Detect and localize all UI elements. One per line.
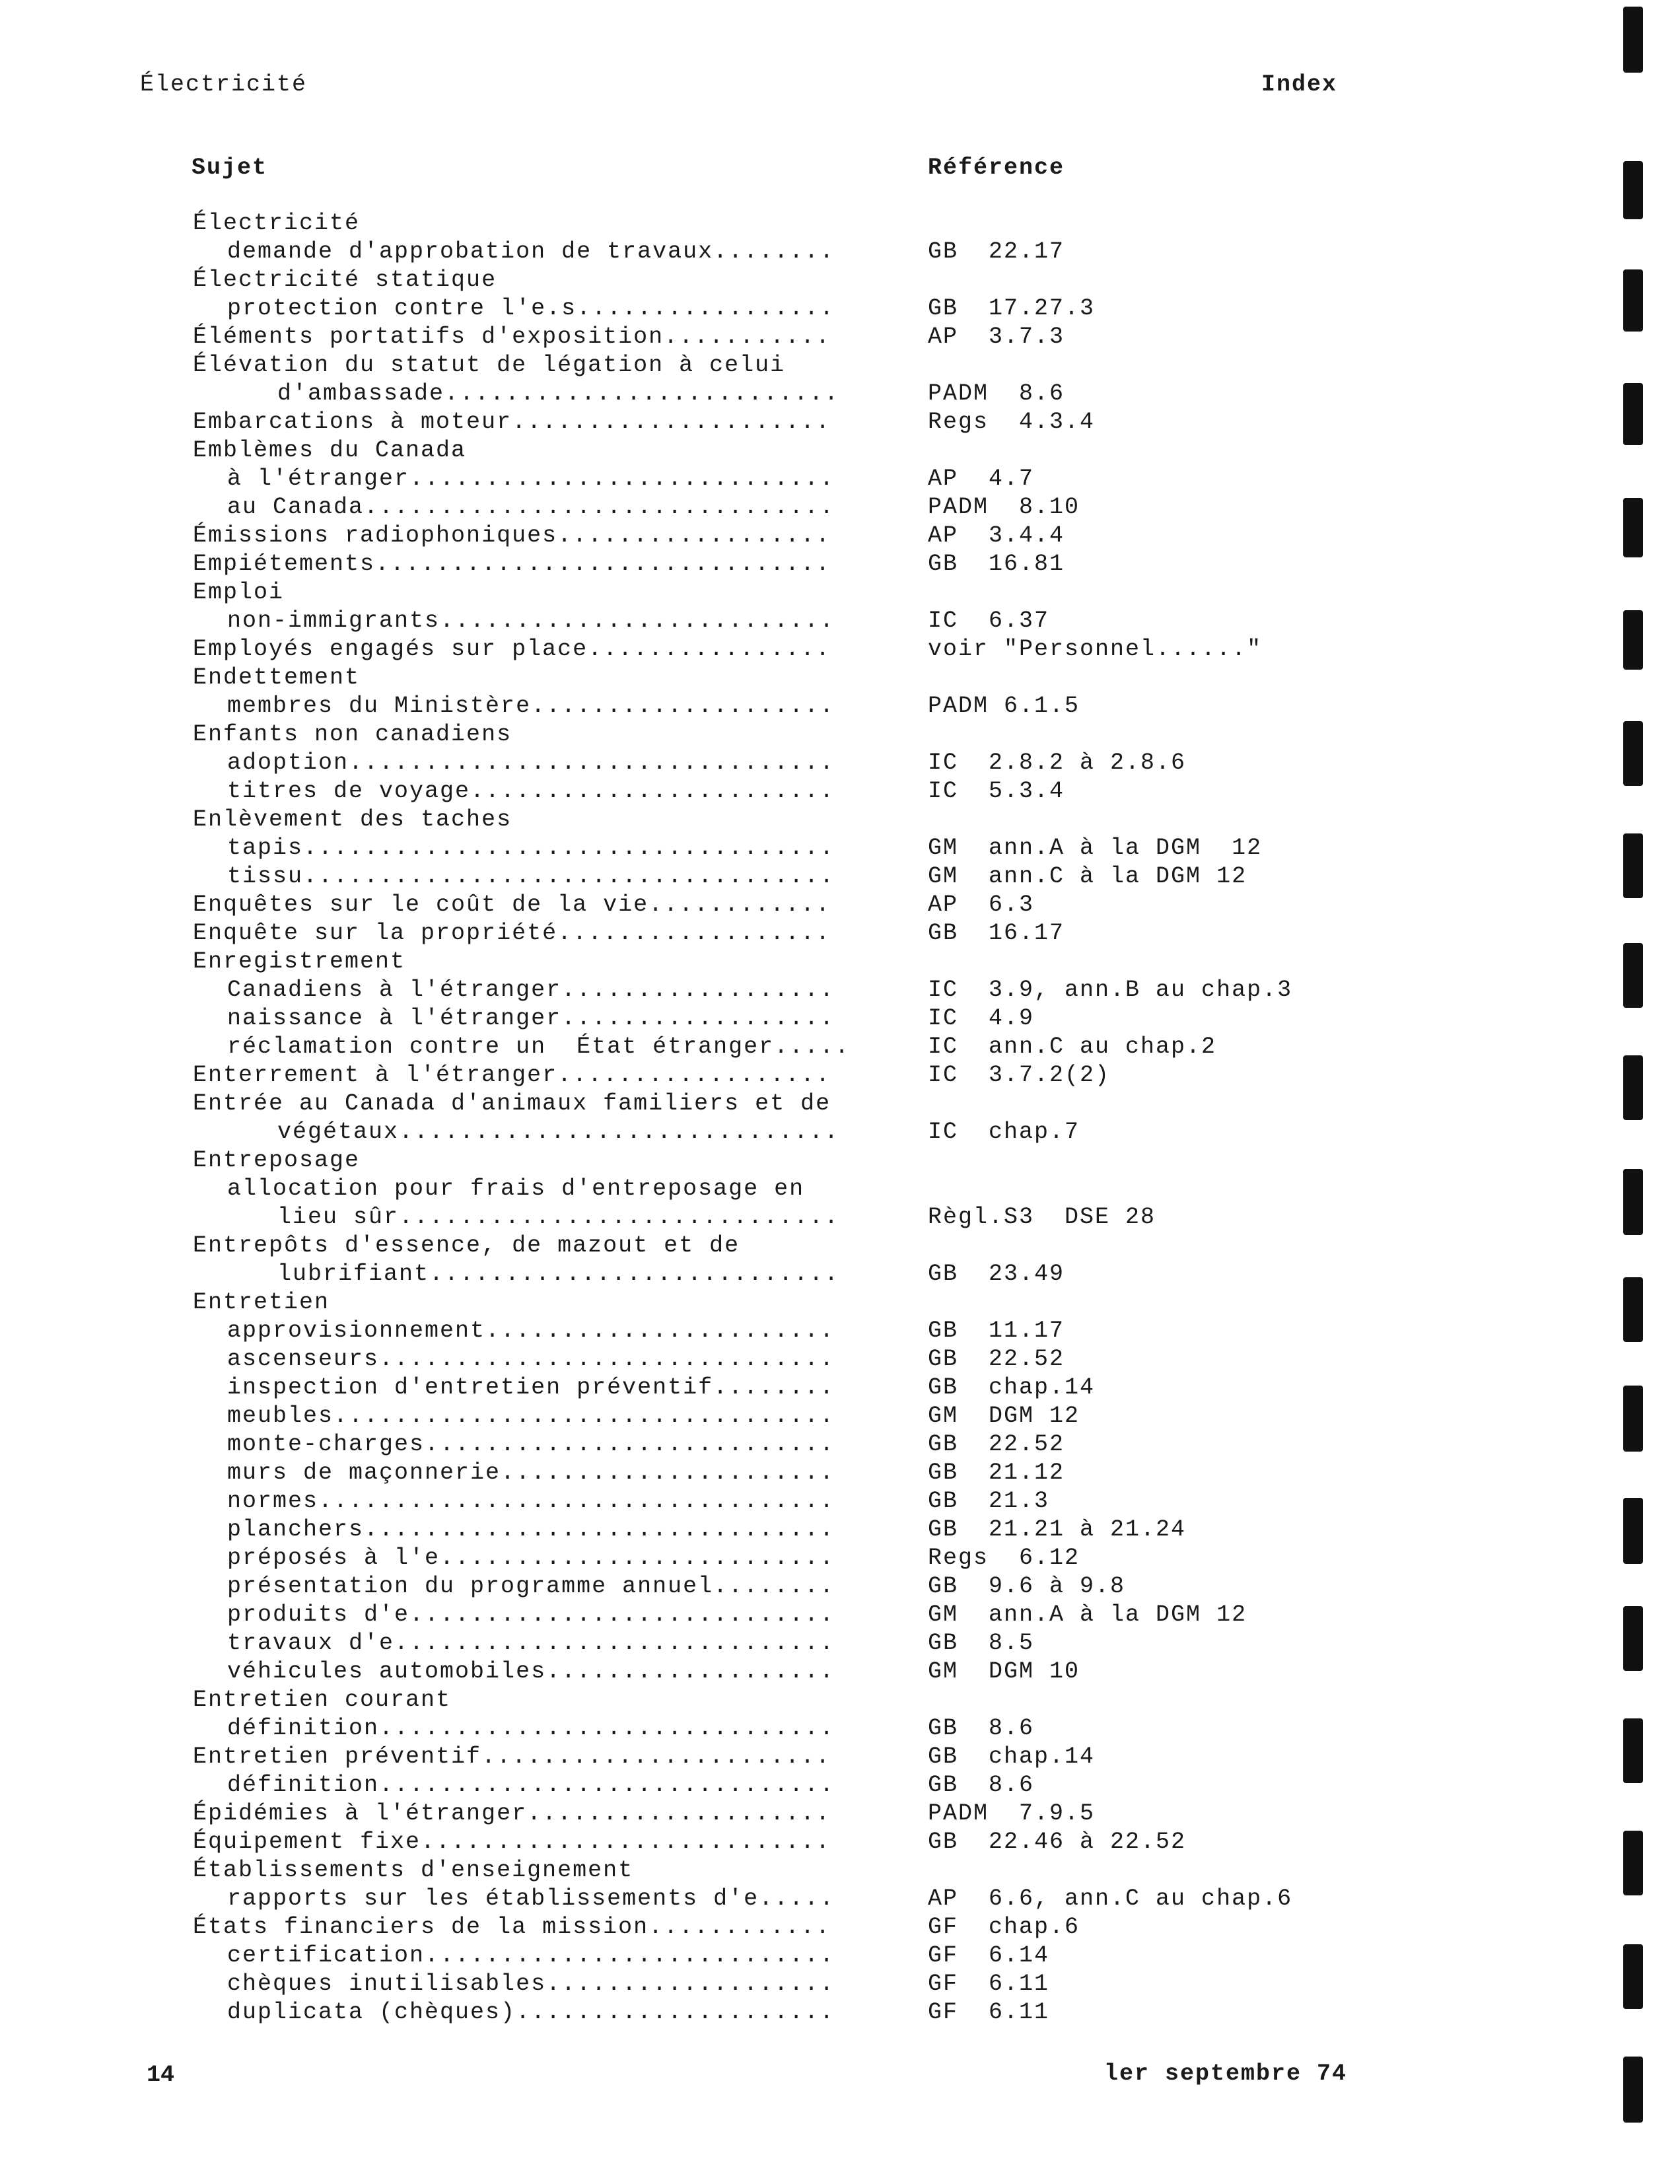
entry-subject: Enfants non canadiens: [193, 721, 512, 748]
index-entry: [0, 778, 1680, 806]
entry-subject: présentation du programme annuel........: [227, 1573, 835, 1600]
entry-subject: inspection d'entretien préventif........: [227, 1374, 835, 1401]
index-entry: [0, 608, 1680, 636]
entry-reference: AP 3.7.3: [928, 324, 1065, 350]
index-entry: [0, 1885, 1680, 1914]
entry-reference: GB 11.17: [928, 1318, 1065, 1344]
index-entry: [0, 693, 1680, 721]
index-entry: [0, 238, 1680, 267]
entry-reference: PADM 8.10: [928, 494, 1080, 520]
entry-subject: Canadiens à l'étranger..................: [227, 977, 835, 1003]
entry-subject: définition..............................: [227, 1715, 835, 1742]
entry-subject: Emploi: [193, 579, 285, 606]
entry-reference: GB 22.17: [928, 238, 1065, 265]
entry-reference: GF chap.6: [928, 1914, 1080, 1940]
index-entry: [0, 1460, 1680, 1488]
column-header-subject: Sujet: [192, 155, 268, 181]
change-bar: [1623, 1277, 1643, 1342]
entry-reference: IC ann.C au chap.2: [928, 1034, 1217, 1060]
entry-subject: Enquête sur la propriété..................: [193, 920, 831, 946]
entry-reference: Regs 6.12: [928, 1545, 1080, 1571]
index-entry: [0, 1346, 1680, 1374]
index-entry: [0, 1545, 1680, 1573]
entry-subject: États financiers de la mission............: [193, 1914, 831, 1940]
entry-reference: GB 21.12: [928, 1460, 1065, 1486]
entry-reference: GM DGM 10: [928, 1658, 1080, 1685]
change-bar: [1623, 1055, 1643, 1120]
index-entry: [0, 948, 1680, 977]
entry-subject: Entreposage: [193, 1147, 361, 1174]
entry-reference: PADM 7.9.5: [928, 1800, 1096, 1827]
entry-subject: ascenseurs..............................: [227, 1346, 835, 1372]
entry-reference: GB 23.49: [928, 1261, 1065, 1287]
entry-subject: approvisionnement.......................: [227, 1318, 835, 1344]
entry-subject: Endettement: [193, 664, 361, 691]
entry-reference: GB 8.6: [928, 1772, 1035, 1798]
entry-reference: GB 22.52: [928, 1346, 1065, 1372]
entry-reference: GB 22.46 à 22.52: [928, 1829, 1187, 1855]
index-entry: [0, 1857, 1680, 1885]
index-entry: [0, 352, 1680, 380]
entry-subject: Élévation du statut de légation à celui: [193, 352, 786, 378]
index-entry: [0, 437, 1680, 466]
change-bar: [1623, 2057, 1643, 2123]
entry-subject: murs de maçonnerie......................: [227, 1460, 835, 1486]
entry-subject: lubrifiant...........................: [277, 1261, 840, 1287]
index-entry: [0, 920, 1680, 948]
entry-subject: Embarcations à moteur.....................: [193, 409, 831, 435]
entry-reference: GB 9.6 à 9.8: [928, 1573, 1126, 1600]
change-bar: [1623, 1386, 1643, 1452]
change-bar: [1623, 610, 1643, 670]
index-entry: [0, 1289, 1680, 1318]
entry-subject: réclamation contre un État étranger.....: [227, 1034, 851, 1060]
index-entry: [0, 1374, 1680, 1403]
change-bar: [1623, 1831, 1643, 1895]
change-bar: [1623, 943, 1643, 1008]
index-entry: [0, 522, 1680, 551]
index-entry: [0, 1176, 1680, 1204]
entry-subject: définition..............................: [227, 1772, 835, 1798]
index-entry: [0, 1914, 1680, 1942]
index-entry: [0, 494, 1680, 522]
entry-subject: demande d'approbation de travaux........: [227, 238, 835, 265]
index-entry: [0, 1658, 1680, 1687]
entry-reference: IC 3.7.2(2): [928, 1062, 1111, 1088]
entry-subject: meubles.................................: [227, 1403, 835, 1429]
page-date: ler septembre 74: [1104, 2061, 1348, 2087]
entry-reference: GB 8.6: [928, 1715, 1035, 1742]
index-entry: [0, 1005, 1680, 1034]
entry-subject: Entretien courant: [193, 1687, 452, 1713]
entry-subject: au Canada...............................: [227, 494, 835, 520]
index-entry: [0, 210, 1680, 238]
change-bar: [1623, 7, 1643, 73]
index-entry: [0, 1602, 1680, 1630]
entry-subject: Émissions radiophoniques..................: [193, 522, 831, 549]
index-label: Index: [1261, 71, 1338, 98]
index-entry: [0, 1488, 1680, 1516]
index-entry: [0, 295, 1680, 324]
index-entry: [0, 1715, 1680, 1744]
entry-subject: lieu sûr.............................: [277, 1204, 840, 1230]
index-entry: [0, 1516, 1680, 1545]
index-entry: [0, 551, 1680, 579]
index-entry: [0, 892, 1680, 920]
entry-reference: IC 4.9: [928, 1005, 1035, 1032]
entry-reference: GM ann.A à la DGM 12: [928, 1602, 1247, 1628]
entry-subject: Électricité statique: [193, 267, 497, 293]
index-entry: [0, 1062, 1680, 1090]
entry-subject: Entretien: [193, 1289, 330, 1316]
section-title: Électricité: [140, 71, 308, 98]
entry-subject: naissance à l'étranger..................: [227, 1005, 835, 1032]
entry-subject: Emblèmes du Canada: [193, 437, 467, 464]
entry-reference: GB 21.3: [928, 1488, 1050, 1514]
change-bar: [1623, 1944, 1643, 2009]
index-entry: [0, 1204, 1680, 1232]
entry-reference: IC chap.7: [928, 1119, 1080, 1145]
entry-reference: GB 16.81: [928, 551, 1065, 577]
entry-reference: Regs 4.3.4: [928, 409, 1096, 435]
entry-reference: IC 2.8.2 à 2.8.6: [928, 750, 1187, 776]
index-entry: [0, 1687, 1680, 1715]
entry-subject: Équipement fixe...........................: [193, 1829, 831, 1855]
entry-subject: Enquêtes sur le coût de la vie............: [193, 892, 831, 918]
index-entry: [0, 1090, 1680, 1119]
index-entry: [0, 1431, 1680, 1460]
index-entry: [0, 579, 1680, 608]
entry-reference: GM ann.A à la DGM 12: [928, 835, 1263, 861]
index-entry: [0, 1800, 1680, 1829]
index-entry: [0, 1119, 1680, 1147]
index-entry: [0, 1971, 1680, 1999]
index-entry: [0, 1999, 1680, 2027]
entry-reference: GF 6.11: [928, 1999, 1050, 2025]
index-entry: [0, 664, 1680, 693]
entry-subject: normes..................................: [227, 1488, 835, 1514]
index-entry: [0, 721, 1680, 750]
entry-reference: GB chap.14: [928, 1374, 1096, 1401]
change-bar: [1623, 498, 1643, 557]
entry-reference: GB chap.14: [928, 1744, 1096, 1770]
index-entry: [0, 1630, 1680, 1658]
entry-reference: GB 22.52: [928, 1431, 1065, 1458]
entry-reference: PADM 6.1.5: [928, 693, 1080, 719]
entry-subject: membres du Ministère....................: [227, 693, 835, 719]
entry-reference: GF 6.11: [928, 1971, 1050, 1997]
change-bar: [1623, 1718, 1643, 1783]
entry-subject: Entrepôts d'essence, de mazout et de: [193, 1232, 740, 1259]
entry-reference: GB 8.5: [928, 1630, 1035, 1656]
index-entry: [0, 1318, 1680, 1346]
entry-subject: à l'étranger............................: [227, 466, 835, 492]
entry-reference: Règl.S3 DSE 28: [928, 1204, 1156, 1230]
entry-subject: Établissements d'enseignement: [193, 1857, 634, 1884]
index-entry: [0, 1829, 1680, 1857]
entry-reference: AP 6.3: [928, 892, 1035, 918]
index-entry: [0, 324, 1680, 352]
entry-subject: monte-charges...........................: [227, 1431, 835, 1458]
index-entry: [0, 466, 1680, 494]
entry-subject: végétaux.............................: [277, 1119, 840, 1145]
entry-subject: produits d'e............................: [227, 1602, 835, 1628]
index-entry: [0, 1261, 1680, 1289]
entry-subject: Éléments portatifs d'exposition...........: [193, 324, 831, 350]
index-entry: [0, 267, 1680, 295]
entry-subject: Épidémies à l'étranger....................: [193, 1800, 831, 1827]
change-bar: [1623, 383, 1643, 445]
entry-reference: AP 4.7: [928, 466, 1035, 492]
page-number: 14: [147, 2062, 175, 2088]
index-entry: [0, 1744, 1680, 1772]
index-entry: [0, 1147, 1680, 1176]
entry-subject: Empiétements..............................: [193, 551, 831, 577]
change-bar: [1623, 721, 1643, 786]
change-bar: [1623, 161, 1643, 219]
index-entry: [0, 380, 1680, 409]
index-entry: [0, 863, 1680, 892]
entry-subject: rapports sur les établissements d'e.....: [227, 1885, 835, 1912]
change-bar: [1623, 1606, 1643, 1671]
entry-subject: non-immigrants..........................: [227, 608, 835, 634]
entry-reference: PADM 8.6: [928, 380, 1065, 407]
entry-reference: voir "Personnel......": [928, 636, 1263, 662]
entry-reference: AP 3.4.4: [928, 522, 1065, 549]
index-entry: [0, 835, 1680, 863]
column-header-reference: Référence: [928, 155, 1065, 181]
index-entry: [0, 1772, 1680, 1800]
change-bar: [1623, 1169, 1643, 1235]
entry-reference: AP 6.6, ann.C au chap.6: [928, 1885, 1293, 1912]
entry-subject: adoption................................: [227, 750, 835, 776]
entry-subject: Entrée au Canada d'animaux familiers et de: [193, 1090, 831, 1117]
entry-subject: certification...........................: [227, 1942, 835, 1969]
change-bar: [1623, 1498, 1643, 1564]
entry-subject: d'ambassade..........................: [277, 380, 840, 407]
entry-reference: IC 6.37: [928, 608, 1050, 634]
index-entry: [0, 1573, 1680, 1602]
entry-subject: allocation pour frais d'entreposage en: [227, 1176, 805, 1202]
entry-subject: Enregistrement: [193, 948, 406, 975]
entry-subject: titres de voyage........................: [227, 778, 835, 804]
entry-subject: planchers...............................: [227, 1516, 835, 1543]
entry-reference: GB 16.17: [928, 920, 1065, 946]
entry-subject: véhicules automobiles...................: [227, 1658, 835, 1685]
entry-reference: GB 17.27.3: [928, 295, 1096, 322]
entry-reference: IC 5.3.4: [928, 778, 1065, 804]
index-entry: [0, 636, 1680, 664]
index-entry: [0, 409, 1680, 437]
entry-reference: IC 3.9, ann.B au chap.3: [928, 977, 1293, 1003]
index-entry: [0, 750, 1680, 778]
index-entry: [0, 1034, 1680, 1062]
entry-subject: protection contre l'e.s.................: [227, 295, 835, 322]
entry-subject: duplicata (chèques).....................: [227, 1999, 835, 2025]
entry-reference: GB 21.21 à 21.24: [928, 1516, 1187, 1543]
entry-subject: tapis...................................: [227, 835, 835, 861]
entry-subject: Enterrement à l'étranger..................: [193, 1062, 831, 1088]
entry-subject: préposés à l'e..........................: [227, 1545, 835, 1571]
index-entry: [0, 1403, 1680, 1431]
entry-subject: Électricité: [193, 210, 361, 236]
index-entry: [0, 977, 1680, 1005]
index-entry: [0, 1942, 1680, 1971]
index-entries: [0, 210, 1680, 2027]
entry-reference: GF 6.14: [928, 1942, 1050, 1969]
entry-subject: chèques inutilisables...................: [227, 1971, 835, 1997]
index-entry: [0, 1232, 1680, 1261]
change-bar: [1623, 269, 1643, 332]
entry-reference: GM ann.C à la DGM 12: [928, 863, 1247, 890]
entry-subject: tissu...................................: [227, 863, 835, 890]
entry-subject: Enlèvement des taches: [193, 806, 512, 833]
entry-subject: Entretien préventif.......................: [193, 1744, 831, 1770]
change-bar: [1623, 833, 1643, 898]
index-entry: [0, 806, 1680, 835]
entry-reference: GM DGM 12: [928, 1403, 1080, 1429]
entry-subject: Employés engagés sur place................: [193, 636, 831, 662]
entry-subject: travaux d'e.............................: [227, 1630, 835, 1656]
